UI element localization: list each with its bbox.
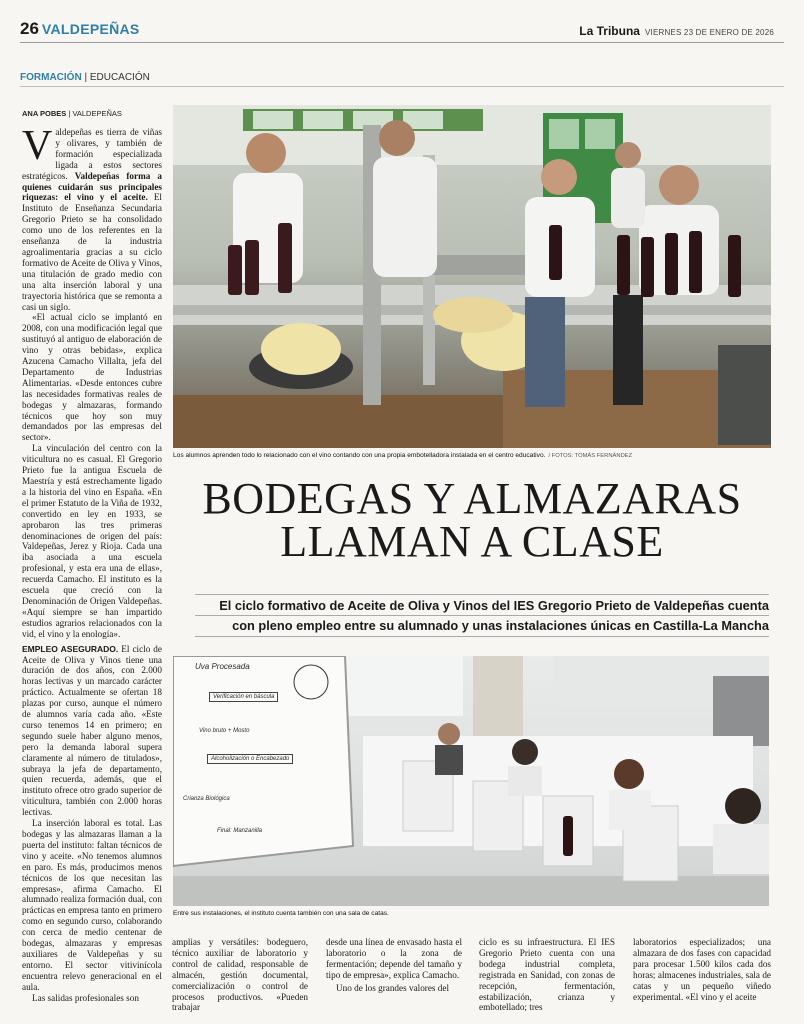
deck-line-2: con pleno empleo entre su alumnado y unas instalaciones únicas en Castilla-La Mancha bbox=[232, 618, 769, 633]
whiteboard-text: Alcoholización o Encabezado bbox=[207, 754, 293, 764]
bottling-line-photo bbox=[173, 105, 771, 448]
headline-line-2: LLAMAN A CLASE bbox=[280, 517, 664, 566]
article-paragraph: La vinculación del centro con la viticultura no es casual. El Gregorio Prieto fue la antigua Escuela de Maestría y está estrechamente ligado a la historia del vino en España. «En el primer Estatuto de la Viña de 1932, convertido en ley en 1933, se aprobaron las tres primeras denominaciones de origen del país: Valdepeñas, Jerez y Rioja. Cada una iba asociada a una escuela profesional, y esta era una de ellas», recuerda Camacho. El instituto es la escuela que creció con la Denominación de Origen Valdepeñas. «Aquí siempre se han impartido estudios agrarios relacionados con la vid, el vino y la enología». bbox=[22, 443, 162, 639]
byline-author: ANA POBES bbox=[22, 109, 67, 118]
article-column-4 bbox=[479, 937, 615, 1017]
article-column-1 bbox=[22, 127, 162, 1007]
byline bbox=[22, 109, 122, 118]
tasting-room-photo bbox=[173, 656, 769, 906]
section-divider bbox=[20, 86, 784, 87]
article-paragraph: Las salidas profesionales son bbox=[32, 992, 139, 1003]
whiteboard-text: Crianza Biológica bbox=[183, 796, 230, 802]
article-headline bbox=[173, 474, 771, 566]
lede-text-bold: Valdepeñas forma a quienes cuidarán sus principales riquezas: el vino y el aceite. bbox=[22, 170, 162, 203]
photo-caption-text: Los alumnos aprenden todo lo relacionado con el vino contando con una propia embotelladora instalada en el centro educativo. bbox=[173, 452, 546, 459]
article-paragraph: Uno de los grandes valores del bbox=[336, 982, 450, 993]
section-tag-sub: | EDUCACIÓN bbox=[84, 72, 150, 83]
byline-location: | VALDEPEÑAS bbox=[68, 109, 122, 118]
newspaper-brand: La Tribuna bbox=[579, 24, 640, 38]
whiteboard-text: Uva Procesada bbox=[195, 662, 250, 671]
article-paragraph: «El actual ciclo se implantó en 2008, con una modificación legal que sustituyó al antiguo de elaboración de vino y otras bebidas», explica Azucena Camacho Villalta, jefa del Departamento de Industrias Alimentarias. «Desde entonces cubre las necesidades formativas reales de bodegas y almazaras, formando técnicos que hoy son muy demandados por las empresas del sector». bbox=[22, 312, 162, 443]
whiteboard-text: Final: Manzanilla bbox=[217, 828, 263, 834]
article-paragraph bbox=[22, 644, 162, 819]
header-divider bbox=[20, 42, 784, 43]
lede-text-a: aldepeñas es tierra de viñas y olivares, y también de formación especializada ligada a estos sectores estratégicos. bbox=[22, 127, 162, 181]
article-paragraph: desde una línea de envasado hasta el laboratorio o la zona de fermentación; depende del tamaño y tipo de empresa», explica Camacho. bbox=[326, 937, 462, 980]
article-paragraph: ciclo es su infraestructura. El IES Gregorio Prieto cuenta con una bodega industrial completa, registrada en Sanidad, con zonas de recepción, fermentación, estabilización, crianza y embotellado; tres bbox=[479, 937, 615, 1013]
article-paragraph-text: El ciclo de Aceite de Oliva y Vinos tiene una duración de dos años, con 2.000 horas lectivas y un marcado carácter práctico. Actualmente se ofertan 18 plazas por curso, aunque el número de alumnos varía cada año. «Este curso tenemos 14 en primero; en segundo suele haber alguno menos, pero la demanda laboral supera claramente al número de titulados», subraya la jefa de departamento, quien recuerda, además, que el instituto ofrece otro grado superior de viticultura, también con 2.000 horas lectivas. bbox=[22, 643, 162, 818]
whiteboard bbox=[173, 656, 349, 861]
article-paragraph: amplias y versátiles: bodeguero, técnico auxiliar de laboratorio y control de calidad, responsable de almacén, gestión documental, comercialización o control de procesos productivos. «Pueden trabajar bbox=[172, 937, 308, 1013]
headline-line-1: BODEGAS Y ALMAZARAS bbox=[202, 474, 742, 523]
lede-text-c: El Instituto de Enseñanza Secundaria Gregorio Prieto se ha consolidado como uno de los referentes en la enseñanza de la industria agroalimentaria gracias a su ciclo formativo de Aceite de Oliva y Vinos, una titulación de grado medio con una alta inserción laboral y una trayectoria histórica que se remonta a casi un siglo. bbox=[22, 192, 162, 312]
article-column-3 bbox=[326, 937, 462, 1017]
article-deck bbox=[195, 596, 769, 636]
deck-divider bbox=[195, 594, 769, 595]
drop-cap: V bbox=[22, 127, 53, 169]
bottling-line-illustration bbox=[173, 105, 771, 448]
page-header-right bbox=[579, 24, 774, 38]
section-name: VALDEPEÑAS bbox=[41, 21, 140, 37]
section-tag bbox=[20, 72, 150, 83]
article-subhead: EMPLEO ASEGURADO. bbox=[22, 643, 119, 654]
photo-caption bbox=[173, 452, 632, 459]
deck-divider bbox=[195, 636, 769, 637]
whiteboard-circle bbox=[291, 662, 331, 702]
whiteboard-text: Vino bruto + Mosto bbox=[199, 728, 250, 734]
whiteboard-text: Verificación en báscula bbox=[209, 692, 278, 702]
article-paragraph: laboratorios especializados; una almazara de dos fases con capacidad para procesar 1.500 kilos cada dos horas; almacenes industriales, sala de catas y un pequeño viñedo experimental. «El vino y el aceite bbox=[633, 937, 771, 1002]
photo-credit: / FOTOS: TOMÁS FERNÁNDEZ bbox=[548, 453, 633, 459]
page-header-left bbox=[20, 19, 140, 39]
article-lede bbox=[22, 127, 162, 312]
article-paragraph: La inserción laboral es total. Las bodegas y las almazaras llaman a la puerta del instituto: faltan técnicos de vino y aceite. «No tenemos alumnos en paro. Es más, producimos menos técnicos de los que necesitan las empresas», afirma Camacho. El alumnado realiza formación dual, con prácticas en empresa tanto en primero como en segundo curso, colaborando con cerca de medio centenar de bodegas, almazaras y empresas auxiliares de Valdepeñas y su entorno. El sector vitivinícola encuentra relevo generacional en el aula. bbox=[22, 818, 162, 992]
section-tag-main: FORMACIÓN bbox=[20, 72, 82, 83]
article-column-5 bbox=[633, 937, 771, 1017]
deck-line-1: El ciclo formativo de Aceite de Oliva y Vinos del IES Gregorio Prieto de Valdepeñas cuenta bbox=[219, 598, 769, 613]
deck-divider bbox=[195, 615, 769, 616]
article-column-2 bbox=[172, 937, 308, 1017]
page-number: 26 bbox=[20, 19, 39, 38]
issue-date: VIERNES 23 DE ENERO DE 2026 bbox=[644, 28, 774, 37]
photo-caption: Entre sus instalaciones, el instituto cuenta también con una sala de catas. bbox=[173, 910, 389, 917]
